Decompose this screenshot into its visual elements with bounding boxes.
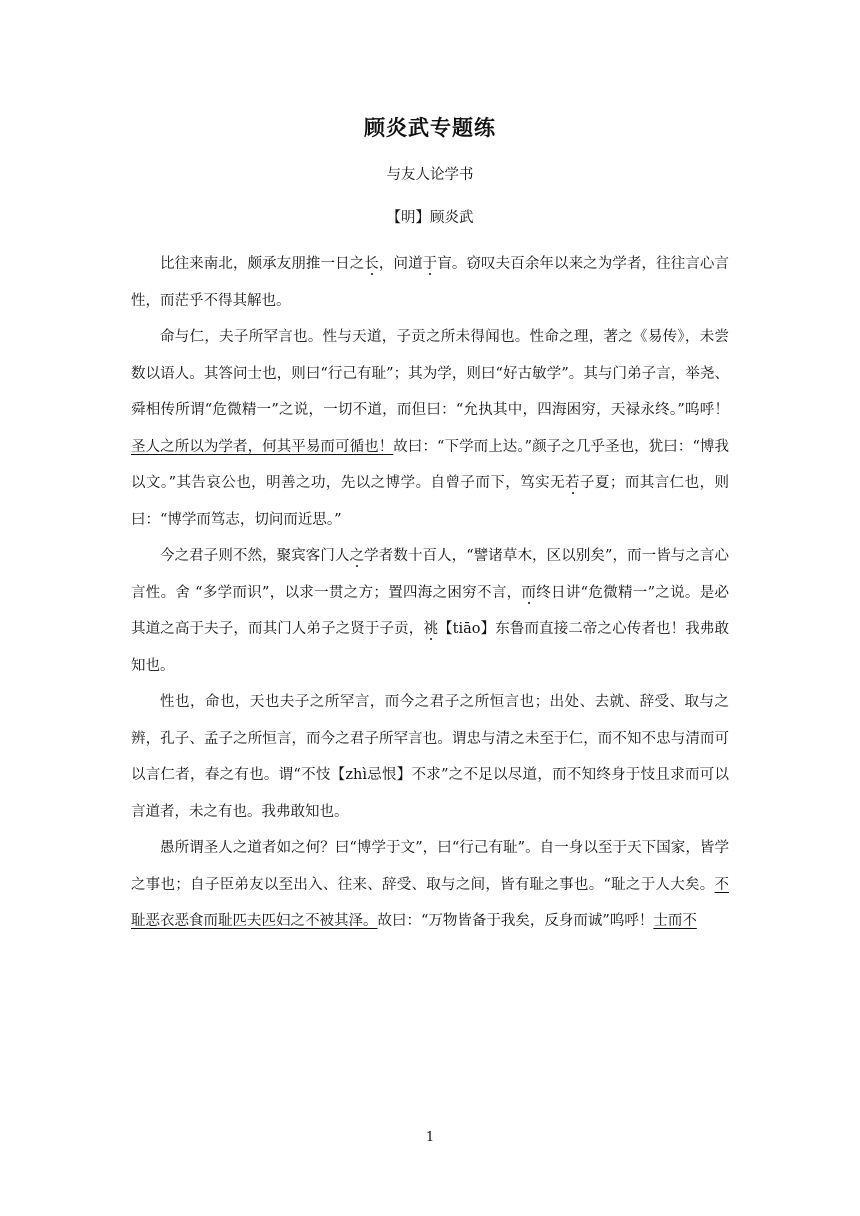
paragraph-5: [131, 830, 729, 940]
page-number: 1: [425, 1130, 435, 1145]
underlined-sentence: 不耻恶衣恶食而耻匹夫匹妇之不被其泽。: [131, 876, 729, 929]
paragraph-4: 性也，命也，天也夫子之所罕言，而今之君子之所恒言也；出处、去就、辞受、取与之辨，孔子、孟子之所恒言，而今之君子所罕言也。谓忠与清之未至于仁，而不知不忠与清而可以言仁者，春之有也。谓“不忮【zhì忌恨】不求”之不足以尽道，而不知终身于忮且求而可以言道者，未之有也。我弗敢知也。: [131, 694, 729, 820]
underlined-sentence: 圣人之所以为学者，何其平易而可循也！: [131, 438, 394, 455]
page-title: 顾炎武专题练: [364, 115, 496, 140]
text-run: 故曰：“万物皆备于我矣，反身而诚”呜呼！: [377, 913, 654, 929]
text-run: 故曰：“下学而上达。”颜子之几乎圣也，犹曰：“博我以文。”其告哀公也，明善之功，先以之博学。自曾子而下，笃实无: [131, 438, 729, 491]
emphasis-dot-char: 祧: [423, 621, 439, 637]
emphasis-dot-char: 长: [364, 256, 379, 272]
paragraph-2: [131, 319, 729, 538]
text-run: 今之君子则不然，聚宾客门人: [160, 548, 350, 564]
emphasis-dot-char: 若: [565, 475, 580, 491]
text-run: ，问道: [378, 256, 423, 272]
paragraph-3: [131, 538, 729, 684]
essay-author: 【明】顾炎武: [386, 210, 474, 226]
text-run: 愚所谓圣人之道者如之何？曰“博学于文”，曰“行己有耻”。自一身以至于天下国家，皆学之事也；自子臣弟友以至出入、往来、辞受、取与之间，皆有耻之事也。“耻之于人大矣。: [131, 840, 729, 893]
text-run: 命与仁，夫子所罕言也。性与天道，子贡之所未得闻也。性命之理，著之《易传》，未尝数以语人。其答问士也，则曰“行己有耻”；其为学，则曰“好古敏学”。其与门弟子言，举尧、舜相传所谓“危微精一”之说，一切不道，而但曰：“允执其中，四海困穷，天禄永终。”呜呼！: [131, 329, 729, 418]
text-run: 【tiāo】东鲁而直接二帝之心传者也！我弗敢知也。: [131, 621, 730, 674]
paragraph-1: [131, 246, 729, 319]
essay-body: [131, 246, 729, 940]
text-run: 子夏；而其言仁也，则曰：“博学而笃志，切问而近思。”: [131, 475, 729, 528]
emphasis-dot-char: 之: [349, 548, 365, 564]
text-run: 比往来南北，颇承友朋推一日之: [160, 256, 365, 272]
text-run: 学者数十百人，“譬诸草木，区以别矣”，而一皆与之言心言性。舍 “多学而识”，以求一贯之方；置四海之困穷不言，: [131, 548, 730, 601]
text-run: 盲。窃叹夫百余年以来之为学者，往往言心言性，而茫乎不得其解也。: [131, 256, 730, 309]
underlined-sentence: 士而不: [653, 913, 697, 929]
essay-title: 与友人论学书: [386, 167, 474, 183]
text-run: 终日讲“危微精一”之说。是必其道之高于夫子，而其门人弟子之贤于子贡，: [131, 584, 730, 637]
emphasis-dot-char: 而: [521, 584, 537, 601]
emphasis-dot-char: 于: [422, 256, 438, 272]
